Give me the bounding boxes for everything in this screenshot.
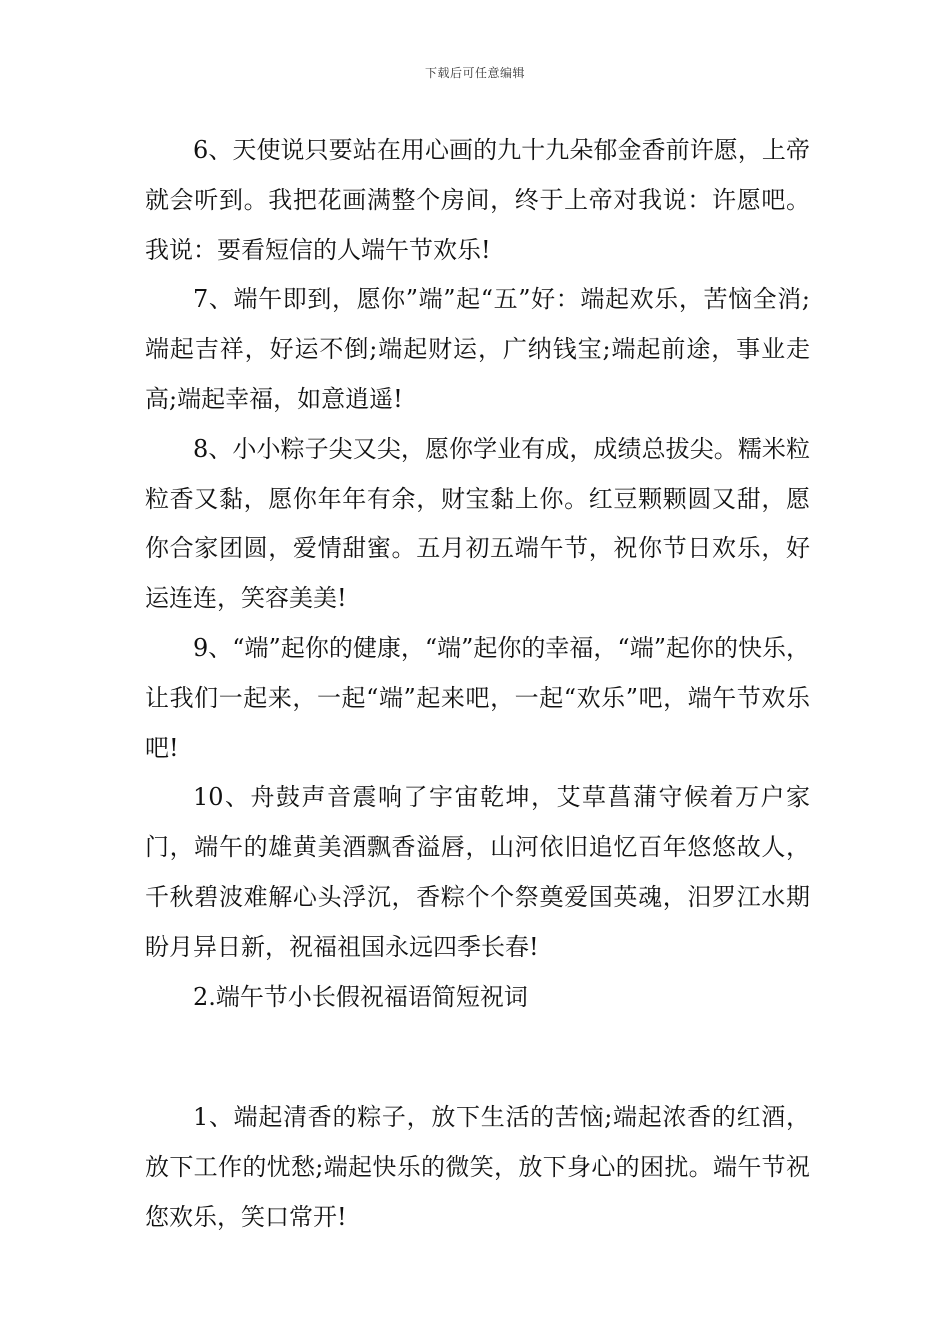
paragraph-6: 6、天使说只要站在用心画的九十九朵郁金香前许愿，上帝就会听到。我把花画满整个房间，终于上帝对我说：许愿吧。我说：要看短信的人端午节欢乐! — [145, 136, 810, 264]
section-heading: 2.端午节小长假祝福语简短祝词 — [193, 982, 528, 1011]
paragraph-10: 10、舟鼓声音震响了宇宙乾坤，艾草菖蒲守候着万户家门，端午的雄黄美酒飘香溢唇，山河依旧追忆百年悠悠故人，千秋碧波难解心头浮沉，香粽个个祭奠爱国英魂，汨罗江水期盼月异日新，祝福祖国永远四季长春! — [145, 783, 810, 961]
section-spacer — [145, 1022, 810, 1093]
paragraph-1: 1、端起清香的粽子，放下生活的苦恼;端起浓香的红酒，放下工作的忧愁;端起快乐的微笑，放下身心的困扰。端午节祝您欢乐，笑口常开! — [145, 1103, 810, 1231]
paragraph-7: 7、端午即到，愿你”端”起“五”好：端起欢乐，苦恼全消;端起吉祥，好运不倒;端起财运，广纳钱宝;端起前途，事业走高;端起幸福，如意逍遥! — [145, 285, 810, 413]
paragraph-9: 9、“端”起你的健康，“端”起你的幸福，“端”起你的快乐，让我们一起来，一起“端”起来吧，一起“欢乐”吧，端午节欢乐吧! — [145, 633, 810, 762]
paragraph-8: 8、小小粽子尖又尖，愿你学业有成，成绩总拔尖。糯米粒粒香又黏，愿你年年有余，财宝黏上你。红豆颗颗圆又甜，愿你合家团圆，爱情甜蜜。五月初五端午节，祝你节日欢乐，好运连连，笑容美美! — [145, 434, 810, 613]
document-body — [145, 126, 810, 1243]
page-header-note: 下载后可任意编辑 — [424, 66, 525, 80]
